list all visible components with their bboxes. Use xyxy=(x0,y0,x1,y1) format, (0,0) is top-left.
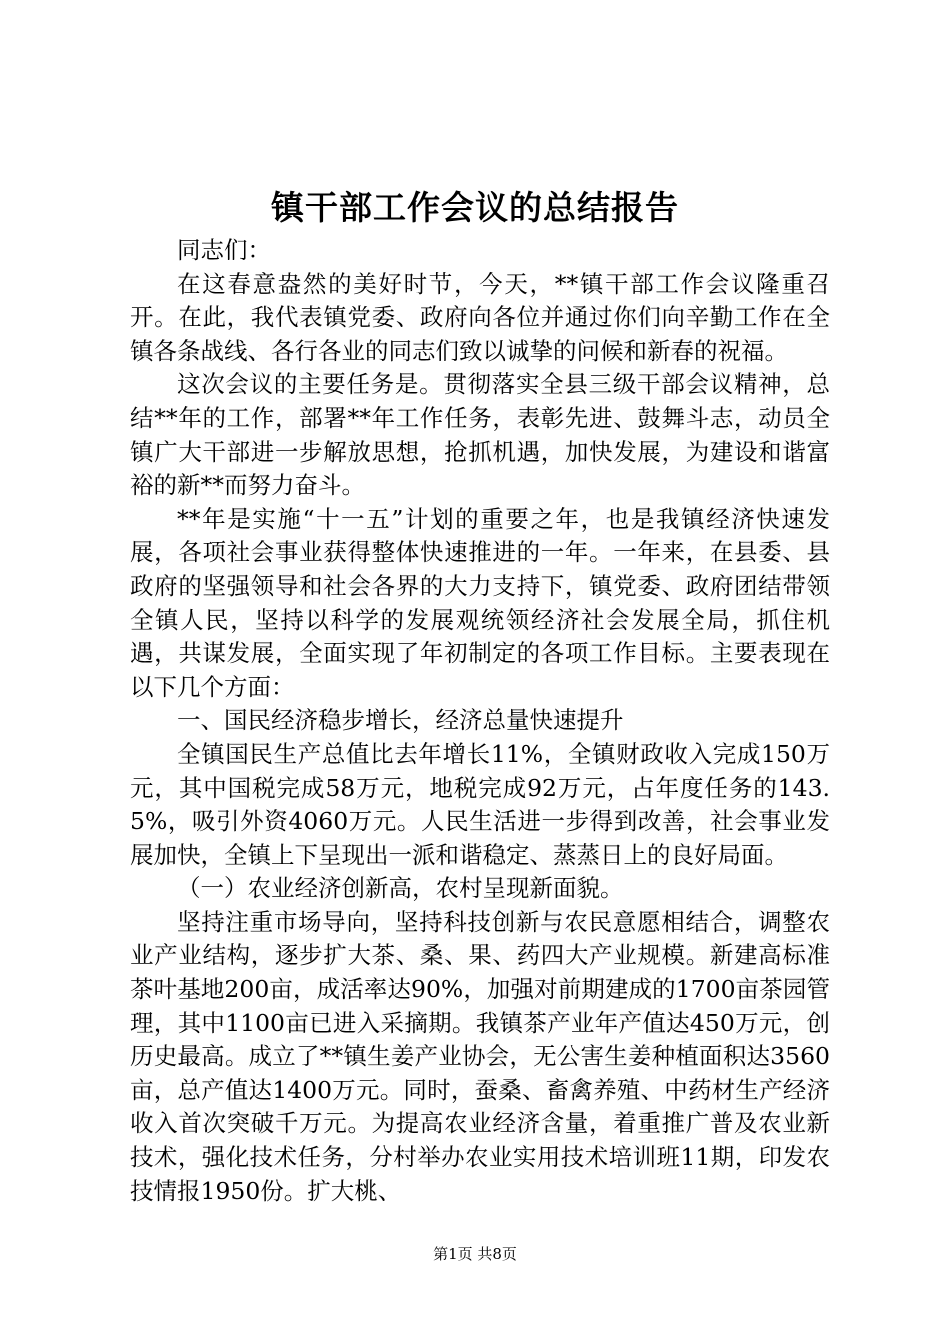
greeting-paragraph: 同志们： xyxy=(177,236,271,264)
subsection-heading-agriculture: （一）农业经济创新高，农村呈现新面貌。 xyxy=(177,874,624,903)
document-title: 镇干部工作会议的总结报告 xyxy=(271,188,679,227)
document-body xyxy=(130,234,830,1208)
year-review-paragraph: **年是实施“十一五”计划的重要之年，也是我镇经济快速发展，各项社会事业获得整体快速推进的一年。一年来，在县委、县政府的坚强领导和社会各界的大力支持下，镇党委、政府团结带领全镇人民，坚持以科学的发展观统领经济社会发展全局，抓住机遇，共谋发展，全面实现了年初制定的各项工作目标。主要表现在以下几个方面： xyxy=(130,504,830,701)
agriculture-paragraph: 坚持注重市场导向，坚持科技创新与农民意愿相结合，调整农业产业结构，逐步扩大茶、桑、果、药四大产业规模。新建高标准茶叶基地200亩，成活率达90%，加强对前期建成的1700亩茶园管理，其中1100亩已进入采摘期。我镇茶产业年产值达450万元，创历史最高。成立了**镇生姜产业协会，无公害生姜种植面积达3560亩，总产值达1400万元。同时，蚕桑、畜禽养殖、中药材生产经济收入首次突破千万元。为提高农业经济含量，着重推广普及农业新技术，强化技术任务，分村举办农业实用技术培训班11期，印发农技情报1950份。扩大桃、 xyxy=(130,907,830,1205)
economy-paragraph: 全镇国民生产总值比去年增长11%，全镇财政收入完成150万元，其中国税完成58万元，地税完成92万元，占年度任务的143.5%，吸引外资4060万元。人民生活进一步得到改善，社会事业发展加快，全镇上下呈现出一派和谐稳定、蒸蒸日上的良好局面。 xyxy=(130,739,830,869)
section-heading-economy: 一、国民经济稳步增长，经济总量快速提升 xyxy=(177,706,624,735)
opening-paragraph: 在这春意盎然的美好时节，今天，**镇干部工作会议隆重召开。在此，我代表镇党委、政府向各位并通过你们向辛勤工作在全镇各条战线、各行各业的同志们致以诚挚的问候和新春的祝福。 xyxy=(130,269,830,365)
meeting-task-paragraph: 这次会议的主要任务是。贯彻落实全县三级干部会议精神，总结**年的工作，部署**年工作任务，表彰先进、鼓舞斗志，动员全镇广大干部进一步解放思想，抢抓机遇，加快发展，为建设和谐富裕的新**而努力奋斗。 xyxy=(130,370,830,500)
page-footer: 第1页 共8页 xyxy=(433,1245,517,1263)
